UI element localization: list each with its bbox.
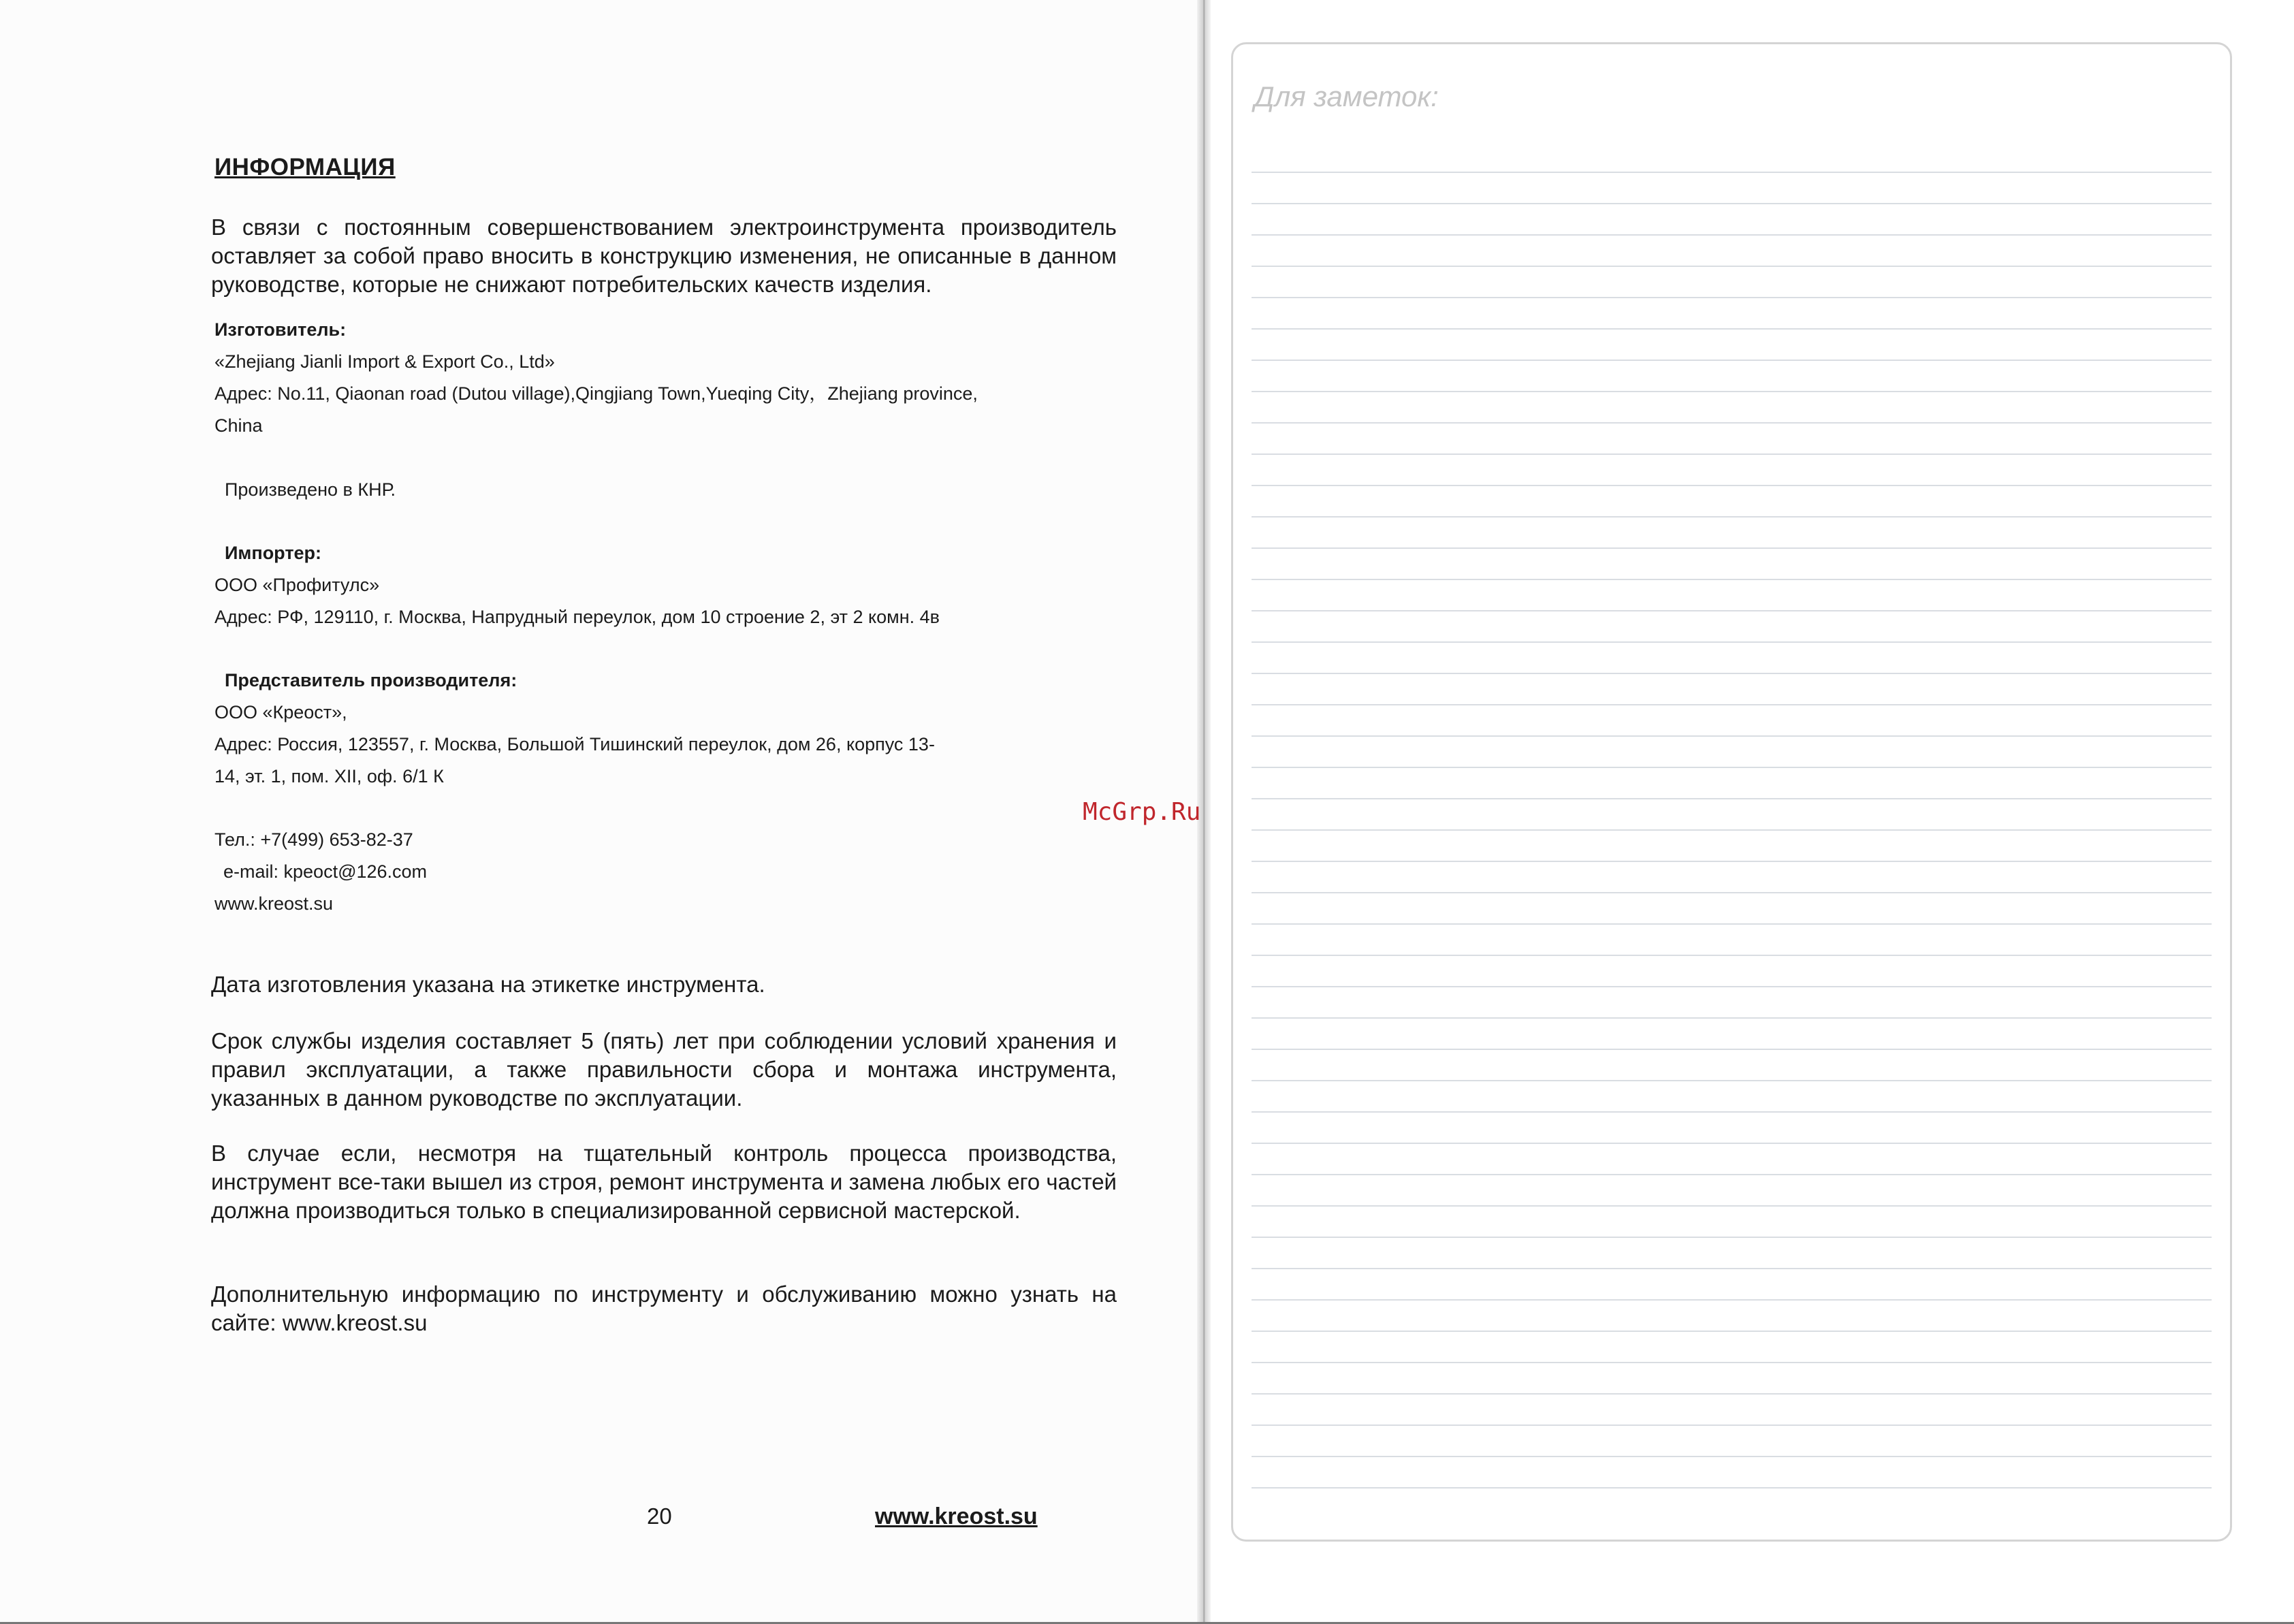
representative-label: Представитель производителя: — [225, 670, 517, 690]
page-number: 20 — [647, 1503, 672, 1529]
page-heading: ИНФОРМАЦИЯ — [214, 154, 396, 180]
service-life-paragraph: Срок службы изделия составляет 5 (пять) лет при соблюдении условий хранения и правил эксплуатации, а также правильности сбора и монтажа инструмента, указанных в данном руководстве по эксплуатации. — [211, 1028, 1117, 1111]
contact-website[interactable]: www.kreost.su — [214, 893, 334, 914]
importer-address: Адрес: РФ, 129110, г. Москва, Напрудный переулок, дом 10 строение 2, эт 2 комн. 4в — [214, 607, 940, 627]
representative-address-cont: 14, эт. 1, пом. XII, оф. 6/1 К — [214, 766, 444, 786]
manufacturer-label: Изготовитель: — [214, 319, 347, 340]
production-date-paragraph: Дата изготовления указана на этикетке инструмента. — [211, 972, 765, 997]
notes-title: Для заметок: — [1254, 80, 1439, 112]
notes-ruled-lines[interactable] — [1252, 142, 2212, 1503]
footer-website-link[interactable]: www.kreost.su — [875, 1503, 1038, 1529]
representative-name: ООО «Креост», — [214, 702, 347, 722]
contact-email[interactable]: e-mail: kpeoct@126.com — [223, 861, 428, 882]
repair-paragraph: В случае если, несмотря на тщательный контроль процесса производства, инструмент все-таки вышел из строя, ремонт инструмента и замена любых его частей должна производиться только в специализированной сервисной мастерской. — [211, 1141, 1117, 1223]
additional-info-paragraph: Дополнительную информацию по инструменту и обслуживанию можно узнать на сайте: www.kreost.su — [211, 1281, 1117, 1335]
representative-address: Адрес: Россия, 123557, г. Москва, Большой Тишинский переулок, дом 26, корпус 13- — [214, 734, 935, 754]
intro-paragraph: В связи с постоянным совершенствованием электроинструмента производитель оставляет за собой право вносить в конструкцию изменения, не описанные в данном руководстве, которые не снижают потребительских качеств изделия. — [211, 214, 1117, 297]
contact-phone: Тел.: +7(499) 653-82-37 — [214, 829, 413, 850]
importer-label: Импортер: — [225, 543, 322, 563]
manufacturer-address: Адрес: No.11, Qiaonan road (Dutou village),Qingjiang Town,Yueqing City，Zhejiang province, — [214, 383, 978, 404]
manufacturer-name: «Zhejiang Jianli Import & Export Co., Ltd» — [214, 351, 555, 372]
importer-name: ООО «Профитулс» — [214, 575, 380, 595]
made-in-note: Произведено в КНР. — [225, 479, 396, 500]
manufacturer-address-country: China — [214, 415, 263, 436]
watermark: McGrp.Ru — [1083, 798, 1201, 826]
